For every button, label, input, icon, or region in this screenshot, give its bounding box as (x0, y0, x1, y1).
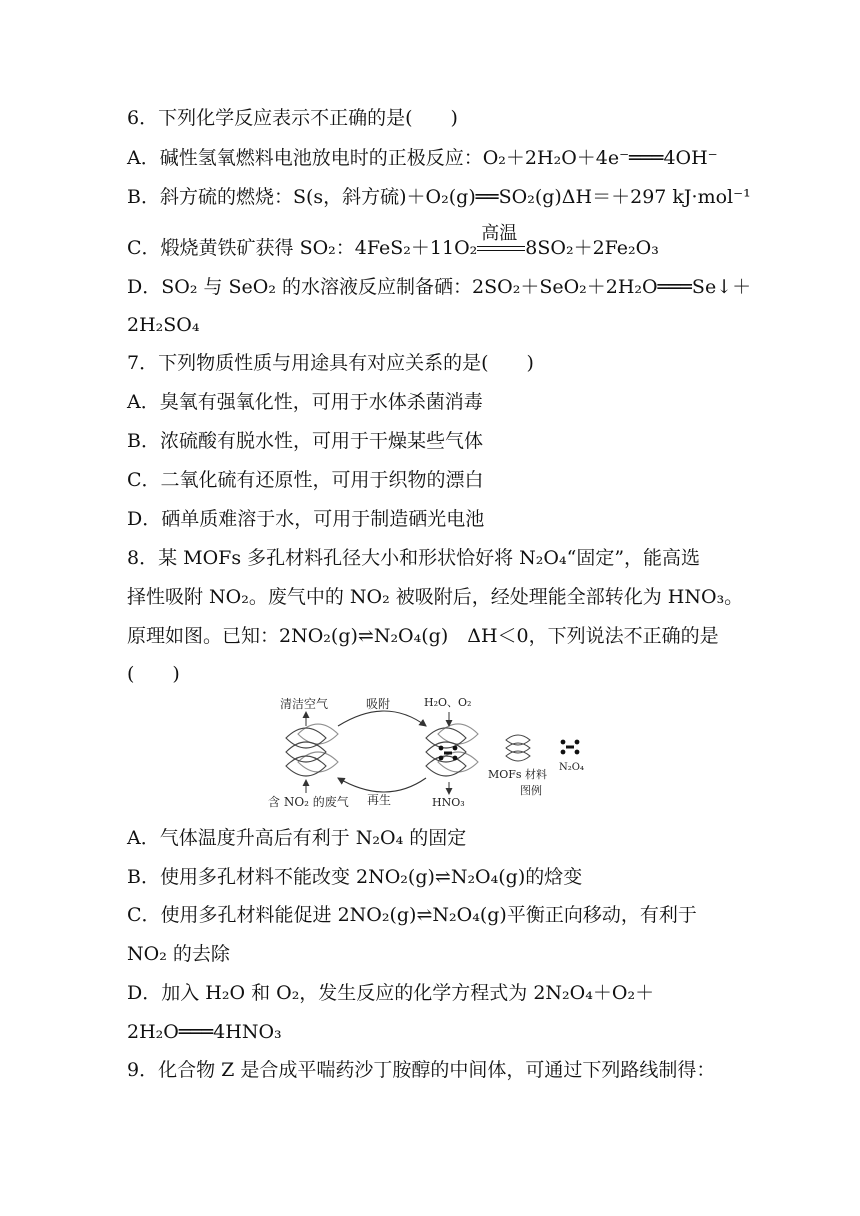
q8-stem-line2: 择性吸附 NO₂。废气中的 NO₂ 被吸附后，经处理能全部转化为 HNO₃。 (127, 586, 744, 608)
label-regenerate: 再生 (367, 793, 392, 807)
mofs-lattice-left-icon (286, 724, 338, 776)
q8-stem-line4: ( ) (127, 663, 180, 685)
label-clean-air: 清洁空气 (280, 697, 329, 711)
regenerate-arrow-icon (338, 778, 426, 792)
q6-option-c (127, 223, 659, 260)
q6-option-d-line2: 2H₂SO₄ (127, 314, 200, 336)
q6-option-c-right: 8SO₂＋2Fe₂O₃ (525, 237, 659, 259)
q6-option-c-left: C．煅烧黄铁矿获得 SO₂：4FeS₂＋11O₂ (127, 237, 478, 259)
q7-option-a: A．臭氧有强氧化性，可用于水体杀菌消毒 (127, 391, 483, 413)
legend-mofs-icon (506, 735, 530, 761)
legend-mofs-label: MOFs 材料 (488, 768, 548, 781)
reaction-condition: 高温 (481, 223, 518, 244)
q8-option-c-line1: C．使用多孔材料能促进 2NO₂(g)⇌N₂O₄(g)平衡正向移动，有利于 (127, 904, 697, 926)
q9-stem: 9．化合物 Z 是合成平喘药沙丁胺醇的中间体，可通过下列路线制得： (127, 1059, 716, 1081)
legend-n2o4-icon (561, 740, 580, 755)
q8-option-b: B．使用多孔材料不能改变 2NO₂(g)⇌N₂O₄(g)的焓变 (127, 866, 583, 888)
q7-option-b: B．浓硫酸有脱水性，可用于干燥某些气体 (127, 430, 483, 452)
q8-stem-line1: 8．某 MOFs 多孔材料孔径大小和形状恰好将 N₂O₄“固定”，能高选 (127, 547, 701, 569)
mofs-lattice-loaded-icon (426, 724, 478, 776)
label-reactants: H₂O、O₂ (424, 696, 472, 709)
legend-n2o4-label: N₂O₄ (559, 762, 584, 773)
q8-stem-line3: 原理如图。已知：2NO₂(g)⇌N₂O₄(g) ΔH＜0，下列说法不正确的是 (127, 625, 719, 647)
label-waste-gas: 含 NO₂ 的废气 (268, 795, 349, 809)
label-adsorb: 吸附 (366, 697, 391, 711)
legend-title: 图例 (520, 784, 542, 797)
q6-option-b: B．斜方硫的燃烧：S(s，斜方硫)＋O₂(g)══SO₂(g)ΔH＝＋297 kJ·mol⁻¹ (127, 186, 751, 208)
label-product: HNO₃ (432, 796, 465, 809)
q7-option-d: D．硒单质难溶于水，可用于制造硒光电池 (127, 508, 485, 530)
adsorb-arrow-icon (338, 711, 426, 726)
q6-stem: 6．下列化学反应表示不正确的是( ) (127, 107, 458, 129)
mofs-adsorption-diagram (266, 690, 596, 812)
double-line-icon (477, 246, 525, 251)
q6-option-a: A．碱性氢氧燃料电池放电时的正极反应：O₂＋2H₂O＋4e⁻═══4OH⁻ (127, 147, 718, 169)
q6-option-d-line1: D．SO₂ 与 SeO₂ 的水溶液反应制备硒：2SO₂＋SeO₂＋2H₂O═══Se↓＋ (127, 276, 752, 298)
q8-option-a: A．气体温度升高后有利于 N₂O₄ 的固定 (127, 827, 467, 849)
q8-option-d-line1: D．加入 H₂O 和 O₂，发生反应的化学方程式为 2N₂O₄＋O₂＋ (127, 982, 655, 1004)
q7-option-c: C．二氧化硫有还原性，可用于织物的漂白 (127, 469, 484, 491)
q7-stem: 7．下列物质性质与用途具有对应关系的是( ) (127, 352, 534, 374)
reaction-arrow (477, 223, 525, 260)
q8-option-d-line2: 2H₂O═══4HNO₃ (127, 1021, 282, 1043)
q8-option-c-line2: NO₂ 的去除 (127, 943, 230, 965)
